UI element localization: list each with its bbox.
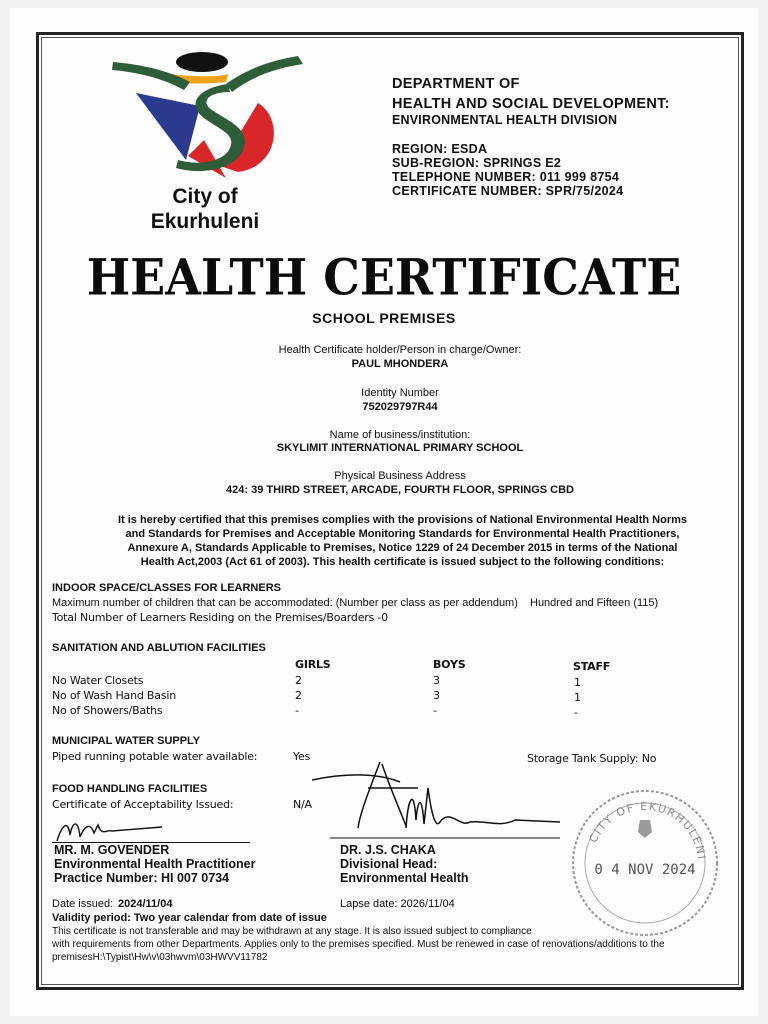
left-signatory-title: Environmental Health Practitioner [54,857,256,871]
wash-basin-boys: 3 [433,689,440,702]
region: REGION: ESDA [392,142,488,156]
piped-water-label: Piped running potable water available: [52,750,258,763]
certificate-acceptability-value: N/A [293,798,312,811]
piped-water-value: Yes [293,750,311,763]
row-label-showers: No of Showers/Baths [52,704,163,717]
row-label-wash-hand-basin: No of Wash Hand Basin [52,689,176,702]
business-label: Name of business/institution: [329,429,471,441]
business-value: SKYLIMIT INTERNATIONAL PRIMARY SCHOOL [276,442,524,454]
column-girls: GIRLS [295,658,331,671]
official-date-stamp [570,788,720,938]
identity-label: Identity Number [361,387,439,399]
showers-boys: - [433,704,437,717]
validity-period: Validity period: Two year calendar from date of issue [52,912,327,924]
telephone-number: TELEPHONE NUMBER: 011 999 8754 [392,170,620,184]
left-signatory-practice: Practice Number: HI 007 0734 [54,871,230,885]
city-name [130,184,280,234]
showers-girls: - [295,704,299,717]
holder-value: PAUL MHONDERA [351,358,449,370]
storage-tank-supply: Storage Tank Supply: No [527,752,657,765]
certificate-title: HEALTH CERTIFICATE [86,247,682,307]
date-issued: 2024/11/04 [118,898,173,910]
sanitation-heading: SANITATION AND ABLUTION FACILITIES [52,642,266,654]
max-children-value: Hundred and Fifteen (115) [530,597,659,609]
showers-staff: - [574,706,578,719]
identity-value: 752029797R44 [362,401,438,413]
city-of-ekurhuleni-logo [108,48,308,180]
food-heading: FOOD HANDLING FACILITIES [52,783,208,795]
department-line-1: DEPARTMENT OF [392,76,520,92]
max-children-label: Maximum number of children that can be accommodated: (Number per class as per addendum) [52,597,518,609]
stamp-arc-text: CITY OF EKURHULENI [586,799,708,861]
certificate-acceptability-label: Certificate of Acceptability Issued: [52,798,234,811]
certification-statement: It is hereby certified that this premises complies with the provisions of National Environmental Health Norms and Standards for Premises and Acceptable Monitoring Standards for Environmental Health Practitioners, Annexure A, Standards Applicable to Premises, Notice 1229 of 24 December 2015 in terms of the National Health Act,2003 (Act 61 of 2003). This health certificate is issued subject to the following conditions: [117,514,688,568]
govender-signature [52,815,172,845]
footer-note-2: with requirements from other Departments. Applies only to the premises specified. Must be renewed in case of renovations/additions to the [52,939,665,950]
left-signatory-name: MR. M. GOVENDER [54,843,170,857]
stamp-date: 0 4 NOV 2024 [594,862,696,878]
right-signatory-title-1: Divisional Head: [340,857,438,871]
indoor-heading: INDOOR SPACE/CLASSES FOR LEARNERS [52,582,281,594]
chaka-signature [310,758,570,850]
boarders-count: Total Number of Learners Residing on the Premises/Boarders -0 [52,611,388,624]
column-boys: BOYS [433,658,466,671]
date-issued-label: Date issued: [52,898,114,910]
holder-label: Health Certificate holder/Person in charge/Owner: [278,344,522,356]
water-closets-boys: 3 [433,674,440,687]
city-line-2: Ekurhuleni [150,210,260,233]
wash-basin-girls: 2 [295,689,302,702]
sub-region: SUB-REGION: SPRINGS E2 [392,156,562,170]
right-signatory-name: DR. J.S. CHAKA [340,843,436,857]
address-value: 424: 39 THIRD STREET, ARCADE, FOURTH FLOOR, SPRINGS CBD [226,484,574,496]
city-line-1: City of [172,185,238,208]
footer-note-1: This certificate is not transferable and may be withdrawn at any stage. It is also issued subject to compliance [52,926,532,937]
water-closets-girls: 2 [295,674,302,687]
lapse-date: Lapse date: 2026/11/04 [340,898,455,910]
department-line-2: HEALTH AND SOCIAL DEVELOPMENT: [392,96,670,112]
wash-basin-staff: 1 [574,691,581,704]
certificate-number: CERTIFICATE NUMBER: SPR/75/2024 [392,184,624,198]
certificate-subtitle: SCHOOL PREMISES [312,310,456,326]
footer-note-3: premisesH:\Typist\Hw\v\03hwvm\03HWVV11782 [52,952,268,963]
right-signatory-title-2: Environmental Health [340,871,469,885]
address-label: Physical Business Address [334,470,466,482]
water-heading: MUNICIPAL WATER SUPPLY [52,735,201,747]
water-closets-staff: 1 [574,676,581,689]
department-line-3: ENVIRONMENTAL HEALTH DIVISION [392,113,618,127]
row-label-water-closets: No Water Closets [52,674,144,687]
column-staff: STAFF [573,660,611,673]
